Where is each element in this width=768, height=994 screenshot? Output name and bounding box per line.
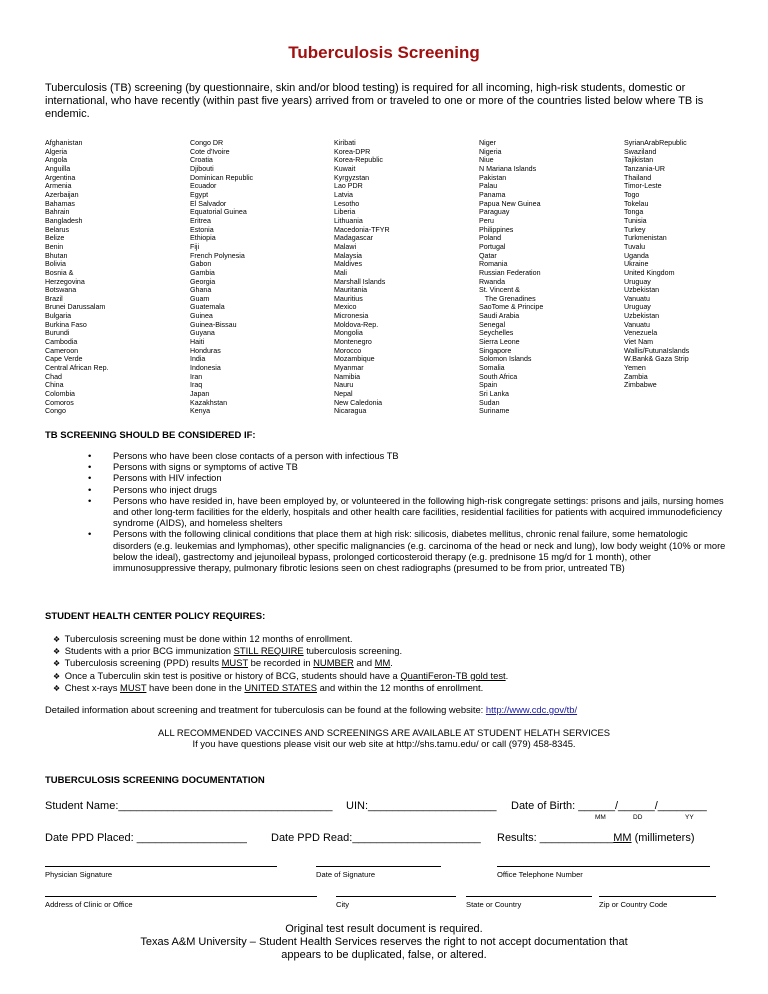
screening-item: • Persons with the following clinical conditions that place them at high risk: silicosis, diabetes mellitus, chronic renal failure, some hematologic disorders (e.g. leukemias and lymphomas), other specific malignancies (e.g. carcinoma of the head or neck and lung), low body weight (10% or more below the ideal), gastrectomy and jejunoileal bypass, prolonged corticosteroid therapy (e.g. prednisone 15 mg/d for 1 month), other immunosuppressive therapy, pulmonary fibrotic lesions seen on chest radiographs (presumed to be from prior, untreated TB)	[88, 529, 728, 574]
country-name: Niue	[479, 156, 494, 165]
country-name: Sudan	[479, 398, 500, 407]
country-name: Nepal	[334, 390, 353, 399]
country-name: Vanuatu	[624, 294, 650, 303]
country-name: SyrianArabRepublic	[624, 139, 687, 147]
policy-list	[53, 633, 733, 694]
country-name: Mali	[334, 268, 348, 277]
country-name: Timor-Leste	[624, 182, 662, 191]
country-name: Nauru	[334, 381, 354, 390]
footer-line-1: Original test result document is required.	[285, 923, 483, 935]
country-name: Sri Lanka	[479, 390, 509, 399]
country-name: Suriname	[479, 407, 510, 416]
country-name: Malaysia	[334, 251, 362, 260]
country-name: Latvia	[334, 190, 353, 199]
country-name: Guyana	[190, 329, 215, 338]
page-title: Tuberculosis Screening	[288, 43, 480, 62]
country-name: Nicaragua	[334, 407, 367, 416]
diamond-bullet-icon: ❖	[53, 671, 61, 681]
country-name: Solomon Islands	[479, 355, 532, 364]
country-name: Croatia	[190, 156, 213, 165]
date-of-signature-label: Date of Signature	[316, 870, 376, 879]
diamond-bullet-icon: ❖	[53, 647, 61, 657]
country-name: Tuvalu	[624, 242, 646, 251]
country-name: Tonga	[624, 208, 644, 217]
country-name: Turkmenistan	[624, 234, 667, 243]
diamond-bullet-icon: ❖	[53, 683, 61, 693]
dob-day-label: DD	[633, 814, 643, 821]
country-name: Cape Verde	[45, 355, 83, 364]
country-name: W.Bank& Gaza Strip	[624, 355, 689, 364]
footer-line-2: Texas A&M University – Student Health Services reserves the right to not accept documentation that	[140, 936, 628, 948]
country-name: Kazakhstan	[190, 398, 228, 407]
country-name: Haiti	[190, 338, 205, 347]
ppd-read-field[interactable]: Date PPD Read:_____________________	[271, 832, 481, 844]
country-name: Thailand	[624, 173, 652, 182]
country-name: Philippines	[479, 225, 514, 234]
city-label: City	[336, 900, 350, 909]
country-name: Morocco	[334, 346, 362, 355]
screening-item: • Persons who have resided in, have been employed by, or volunteered in the following high-risk congregate settings: prisons and jails, nursing homes and other long-term facilities for the elderly, hospitals and other health care facilities, residential facilities for patients with acquired immunodeficiency syndrome (AIDS), and homeless shelters	[88, 496, 728, 530]
country-name: Viet Nam	[624, 338, 654, 347]
country-name: Azerbaijan	[45, 190, 79, 199]
country-name: Montenegro	[334, 338, 372, 347]
country-name: El Salvador	[190, 199, 227, 208]
country-name: Moldova-Rep.	[334, 320, 379, 329]
footer-line-3: appears to be duplicated, false, or altered.	[281, 949, 487, 961]
cdc-link[interactable]: http://www.cdc.gov/tb/	[485, 704, 578, 715]
country-name: Tunisia	[624, 216, 647, 225]
country-name: Niger	[479, 139, 496, 147]
address-label: Address of Clinic or Office	[45, 900, 133, 909]
country-name: SaoTome & Principe	[479, 303, 544, 312]
country-name: Djibouti	[190, 164, 214, 173]
country-name: Zambia	[624, 372, 648, 381]
country-name: Colombia	[45, 390, 75, 399]
country-name: Marshall Islands	[334, 277, 386, 286]
country-name: Lithuania	[334, 216, 363, 225]
policy-item: ❖ Chest x-rays MUST have been done in the UNITED STATES and within the 12 months of enrollment.	[53, 681, 484, 693]
country-name: Cambodia	[45, 338, 78, 347]
country-name: Mauritania	[334, 286, 368, 295]
country-name: Namibia	[334, 372, 361, 381]
country-name: Armenia	[45, 182, 72, 191]
state-label: State or Country	[466, 900, 522, 909]
country-name: New Caledonia	[334, 398, 383, 407]
policy-heading: STUDENT HEALTH CENTER POLICY REQUIRES:	[45, 611, 266, 622]
country-name: Senegal	[479, 320, 506, 329]
country-name: Gambia	[190, 268, 215, 277]
country-column-2	[190, 139, 334, 416]
country-name: Estonia	[190, 225, 214, 234]
country-name: Ecuador	[190, 182, 217, 191]
country-name: Eritrea	[190, 216, 211, 225]
country-column-3	[334, 139, 479, 416]
country-name: Dominican Republic	[190, 173, 254, 182]
country-name: Belize	[45, 234, 65, 243]
screening-item: • Persons with signs or symptoms of active TB	[88, 462, 728, 473]
city-line[interactable]	[336, 896, 456, 897]
country-name: French Polynesia	[190, 251, 245, 260]
documentation-heading: TUBERCULOSIS SCREENING DOCUMENTATION	[45, 775, 265, 786]
country-name: Cote d'Ivoire	[190, 147, 230, 156]
country-name: India	[190, 355, 206, 364]
country-name: Guatemala	[190, 303, 225, 312]
detail-info: Detailed information about screening and treatment for tuberculosis can be found at the following website: http://www.cdc.gov/tb/	[45, 704, 578, 715]
country-name: Anguilla	[45, 164, 71, 173]
country-name: Saudi Arabia	[479, 312, 520, 321]
country-name: Herzegovina	[45, 277, 85, 286]
country-name: Zimbabwe	[624, 381, 657, 390]
country-name: Afghanistan	[45, 139, 83, 147]
ppd-placed-field[interactable]: Date PPD Placed: __________________	[45, 832, 247, 844]
country-name: Brunei Darussalam	[45, 303, 106, 312]
country-name: Burundi	[45, 329, 70, 338]
diamond-bullet-icon: ❖	[53, 635, 61, 644]
country-name: Venezuela	[624, 329, 658, 338]
country-name: Micronesia	[334, 312, 369, 321]
country-name: Singapore	[479, 346, 512, 355]
country-name: Bhutan	[45, 251, 68, 260]
country-name: Liberia	[334, 208, 356, 217]
country-name: Bangladesh	[45, 216, 83, 225]
country-name: Bolivia	[45, 260, 66, 269]
country-name: Sierra Leone	[479, 338, 520, 347]
country-name: Argentina	[45, 173, 76, 182]
country-name: Tajikistan	[624, 156, 654, 165]
country-name: Comoros	[45, 398, 74, 407]
screening-list	[88, 451, 728, 574]
country-name: Russian Federation	[479, 268, 541, 277]
policy-item: ❖ Students with a prior BCG immunization STILL REQUIRE tuberculosis screening.	[53, 645, 403, 657]
physician-signature-label: Physician Signature	[45, 870, 113, 879]
country-name: Central African Rep.	[45, 364, 109, 373]
country-name: Palau	[479, 182, 498, 191]
country-name: Bulgaria	[45, 312, 72, 321]
country-name: China	[45, 381, 64, 390]
country-name: Belarus	[45, 225, 70, 234]
date-of-birth-field[interactable]: Date of Birth: ______/______/________	[511, 800, 707, 812]
country-column-1	[45, 139, 190, 416]
country-column-4	[479, 139, 624, 416]
country-name: Lesotho	[334, 199, 360, 208]
physician-signature-line[interactable]	[45, 866, 277, 867]
date-of-signature-line[interactable]	[316, 866, 441, 867]
country-name: South Africa	[479, 372, 518, 381]
screening-item: • Persons who inject drugs	[88, 485, 728, 496]
country-name: Ethiopia	[190, 234, 216, 243]
country-name: Swaziland	[624, 147, 657, 156]
country-name: Somalia	[479, 364, 505, 373]
office-phone-line[interactable]	[497, 866, 710, 867]
country-name: Japan	[190, 390, 210, 399]
country-name: Tokelau	[624, 199, 649, 208]
country-name: Chad	[45, 372, 62, 381]
country-name: Indonesia	[190, 364, 221, 373]
screening-heading: TB SCREENING SHOULD BE CONSIDERED IF:	[45, 430, 256, 441]
policy-item: ❖ Once a Tuberculin skin test is positive or history of BCG, students should have a QuantiFeron-TB gold test.	[53, 669, 509, 681]
country-name: Papua New Guinea	[479, 199, 541, 208]
vaccines-notice: ALL RECOMMENDED VACCINES AND SCREENINGS ARE AVAILABLE AT STUDENT HELATH SERVICES	[157, 727, 611, 738]
zip-line[interactable]	[599, 896, 716, 897]
country-name: Fiji	[190, 242, 200, 251]
country-name: Korea-DPR	[334, 147, 371, 156]
country-name: Rwanda	[479, 277, 506, 286]
country-name: Uganda	[624, 251, 649, 260]
country-name: Algeria	[45, 147, 68, 156]
country-name: Uzbekistan	[624, 312, 660, 321]
country-name: Congo	[45, 407, 66, 416]
country-name: Iran	[190, 372, 203, 381]
state-line[interactable]	[466, 896, 592, 897]
country-name: Equatorial Guinea	[190, 208, 247, 217]
country-name: The Grenadines	[479, 294, 536, 303]
country-name: Egypt	[190, 190, 209, 199]
country-name: Brazil	[45, 294, 63, 303]
country-name: Lao PDR	[334, 182, 363, 191]
country-name: Portugal	[479, 242, 506, 251]
country-name: Spain	[479, 381, 498, 390]
country-name: Guinea	[190, 312, 213, 321]
zip-label: Zip or Country Code	[599, 900, 668, 909]
country-name: Mexico	[334, 303, 357, 312]
country-name: Vanuatu	[624, 320, 650, 329]
country-name: Tanzania-UR	[624, 164, 666, 173]
country-name: Kenya	[190, 407, 211, 416]
screening-item: • Persons with HIV infection	[88, 473, 728, 484]
country-name: Guinea-Bissau	[190, 320, 237, 329]
country-name: Mongolia	[334, 329, 363, 338]
country-name: Macedonia-TFYR	[334, 225, 390, 234]
country-name: Benin	[45, 242, 64, 251]
student-name-field[interactable]: Student Name:___________________________________	[45, 800, 333, 812]
country-name: Panama	[479, 190, 506, 199]
country-name: Burkina Faso	[45, 320, 87, 329]
address-line[interactable]	[45, 896, 317, 897]
country-name: Seychelles	[479, 329, 514, 338]
country-name: Maldives	[334, 260, 362, 269]
country-name: Ghana	[190, 286, 212, 295]
country-name: Congo DR	[190, 139, 224, 147]
country-name: Bahrain	[45, 208, 70, 217]
country-name: Bahamas	[45, 199, 75, 208]
dob-month-label: MM	[595, 814, 606, 821]
country-name: Cameroon	[45, 346, 79, 355]
contact-notice: If you have questions please visit our web site at http://shs.tamu.edu/ or call (979) 458-8345.	[192, 738, 576, 749]
office-phone-label: Office Telephone Number	[497, 870, 583, 879]
country-name: Paraguay	[479, 208, 510, 217]
country-name: Togo	[624, 190, 640, 199]
country-name: Yemen	[624, 364, 646, 373]
country-name: Poland	[479, 234, 502, 243]
country-name: Guam	[190, 294, 210, 303]
country-name: United Kingdom	[624, 268, 675, 277]
policy-item: ❖ Tuberculosis screening (PPD) results MUST be recorded in NUMBER and MM.	[53, 657, 393, 669]
country-name: Kuwait	[334, 164, 356, 173]
uin-field[interactable]: UIN:_____________________	[346, 800, 497, 812]
country-name: Romania	[479, 260, 508, 269]
country-name: Uzbekistan	[624, 286, 660, 295]
country-name: Bosnia &	[45, 268, 74, 277]
country-name: Mozambique	[334, 355, 375, 364]
country-name: Gabon	[190, 260, 212, 269]
dob-year-label: YY	[685, 814, 694, 821]
country-list	[45, 139, 745, 416]
country-name: Myanmar	[334, 364, 364, 373]
country-name: Uruguay	[624, 277, 651, 286]
policy-item: ❖ Tuberculosis screening must be done within 12 months of enrollment.	[53, 633, 353, 644]
country-name: Turkey	[624, 225, 646, 234]
country-column-5	[624, 139, 734, 416]
country-name: Honduras	[190, 346, 221, 355]
intro-paragraph: Tuberculosis (TB) screening (by questionnaire, skin and/or blood testing) is required for all incoming, high-risk students, domestic or international, who have recently (within past five years) arrived from or traveled to one or more of the countries listed below where TB is endemic.	[45, 82, 704, 120]
country-name: Kiribati	[334, 139, 356, 147]
country-name: Nigeria	[479, 147, 502, 156]
country-name: Angola	[45, 156, 68, 165]
country-name: Korea-Republic	[334, 156, 383, 165]
diamond-bullet-icon: ❖	[53, 659, 61, 669]
country-name: Uruguay	[624, 303, 651, 312]
country-name: Peru	[479, 216, 494, 225]
country-name: Ukraine	[624, 260, 649, 269]
country-name: Georgia	[190, 277, 216, 286]
country-name: Malawi	[334, 242, 357, 251]
country-name: Madagascar	[334, 234, 374, 243]
country-name: N Mariana Islands	[479, 164, 537, 173]
country-name: St. Vincent &	[479, 286, 520, 295]
country-name: Iraq	[190, 381, 203, 390]
screening-item: • Persons who have been close contacts of a person with infectious TB	[88, 451, 728, 462]
country-name: Qatar	[479, 251, 497, 260]
country-name: Wallis/FutunaIslands	[624, 346, 690, 355]
country-name: Kyrgyzstan	[334, 173, 370, 182]
results-unit: MM	[613, 832, 632, 844]
results-field[interactable]: Results: ____________MM (millimeters)	[497, 832, 695, 844]
country-name: Mauritius	[334, 294, 363, 303]
country-name: Botswana	[45, 286, 77, 295]
country-name: Pakistan	[479, 173, 507, 182]
